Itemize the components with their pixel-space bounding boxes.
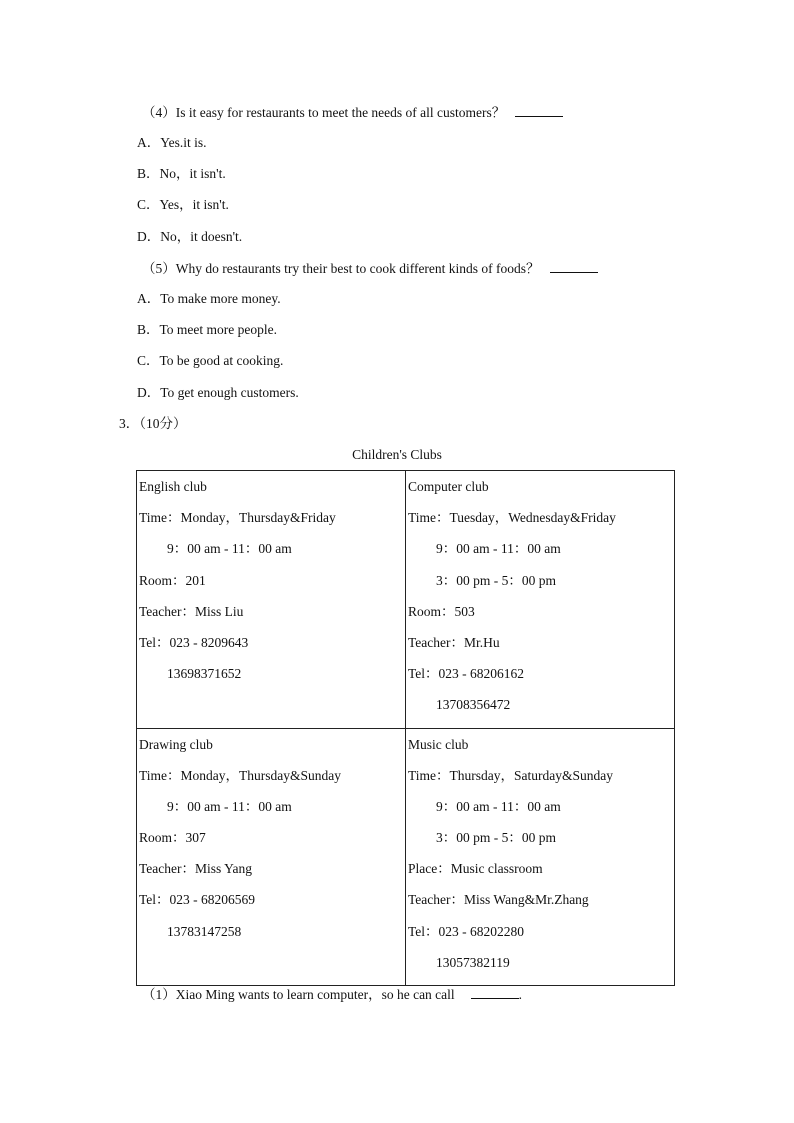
club-tel: Tel：023 - 68206162 <box>408 666 525 682</box>
option-d: D．To get enough customers. <box>137 385 299 400</box>
club-location: Room：503 <box>408 603 475 619</box>
club-time: Time：Tuesday，Wednesday&Friday <box>408 510 616 526</box>
table-row <box>137 471 675 729</box>
club-tel: Tel：023 - 8209643 <box>139 634 249 650</box>
option-a: A．To make more money. <box>137 291 281 306</box>
answer-blank[interactable] <box>471 985 519 999</box>
club-name: English club <box>139 479 207 494</box>
club-slot: 9：00 am - 11：00 am <box>167 798 292 814</box>
table-title: Children's Clubs <box>352 447 442 462</box>
club-time: Time：Monday，Thursday&Sunday <box>139 767 341 783</box>
option-b: B．To meet more people. <box>137 322 278 337</box>
club-location: Place：Music classroom <box>408 861 543 877</box>
table-row <box>137 728 675 986</box>
section-heading: 3．（10分） <box>119 416 187 431</box>
followup-question: （1）Xiao Ming wants to learn computer，so he can call . <box>142 987 523 1002</box>
club-cell-english <box>137 471 406 729</box>
club-slot: 9：00 am - 11：00 am <box>167 541 292 557</box>
club-teacher: Teacher：Miss Yang <box>139 861 253 877</box>
club-cell-drawing <box>137 728 406 986</box>
club-location: Room：307 <box>139 830 206 846</box>
club-name: Computer club <box>408 479 489 494</box>
club-mobile: 13783147258 <box>167 923 242 939</box>
club-mobile: 13057382119 <box>436 954 510 970</box>
club-tel: Tel：023 - 68206569 <box>139 892 256 908</box>
answer-blank[interactable] <box>515 103 563 117</box>
club-slot: 9：00 am - 11：00 am <box>436 798 561 814</box>
question-5-stem: （5）Why do restaurants try their best to cook different kinds of foods？ <box>142 259 598 278</box>
club-cell-computer <box>406 471 675 729</box>
club-teacher: Teacher：Miss Wang&Mr.Zhang <box>408 892 589 908</box>
club-time: Time：Monday，Thursday&Friday <box>139 510 336 526</box>
club-teacher: Teacher：Miss Liu <box>139 603 244 619</box>
option-b: B．No，it isn't. <box>137 166 226 181</box>
option-c: C．Yes，it isn't. <box>137 197 229 212</box>
club-location: Room：201 <box>139 572 206 588</box>
club-mobile: 13708356472 <box>436 697 511 713</box>
question-4-stem: （4）Is it easy for restaurants to meet the needs of all customers？ <box>142 103 563 122</box>
option-d: D．No，it doesn't. <box>137 229 243 244</box>
option-c: C．To be good at cooking. <box>137 353 284 368</box>
club-name: Music club <box>408 736 469 752</box>
clubs-table <box>136 470 675 986</box>
club-time: Time：Thursday，Saturday&Sunday <box>408 767 613 783</box>
club-teacher: Teacher：Mr.Hu <box>408 634 500 650</box>
club-tel: Tel：023 - 68202280 <box>408 923 525 939</box>
club-slot: 3：00 pm - 5：00 pm <box>436 830 556 846</box>
club-name: Drawing club <box>139 736 213 752</box>
option-a: A．Yes.it is. <box>137 135 207 150</box>
answer-blank[interactable] <box>550 259 598 273</box>
club-slot: 9：00 am - 11：00 am <box>436 541 561 557</box>
club-cell-music <box>406 728 675 986</box>
club-slot: 3：00 pm - 5：00 pm <box>436 572 556 588</box>
club-mobile: 13698371652 <box>167 666 242 682</box>
